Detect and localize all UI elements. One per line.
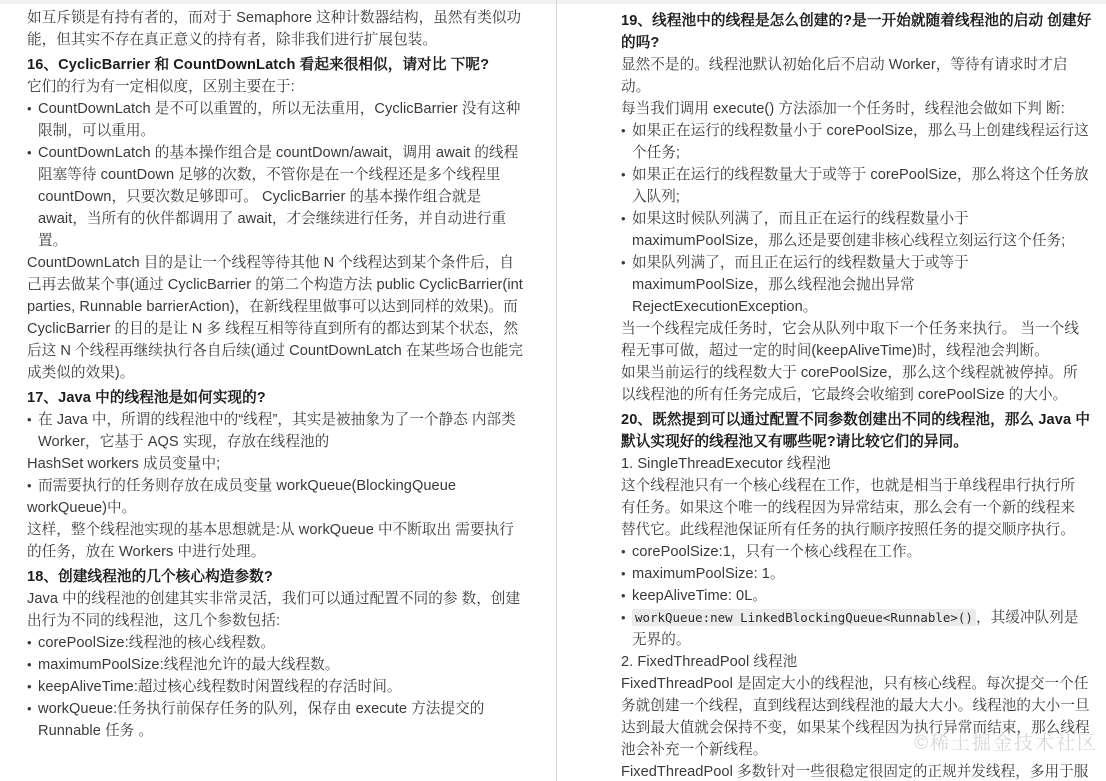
list-item: • 如果队列满了，而且正在运行的线程数量大于或等于 maximumPoolSize，那么线程池会抛出异常 RejectExecutionException。 bbox=[621, 252, 1092, 318]
paragraph: 这样，整个线程池实现的基本思想就是:从 workQueue 中不断取出 需要执行的任务，放在 Workers 中进行处理。 bbox=[27, 522, 514, 560]
paragraph: 当一个线程完成任务时，它会从队列中取下一个任务来执行。 当一个线程无事可做，超过一定的时间(keepAliveTime)时，线程池会判断。 bbox=[621, 321, 1080, 359]
list-item: • 如果正在运行的线程数量大于或等于 corePoolSize，那么将这个任务放入队列; bbox=[621, 164, 1092, 208]
paragraph: 这个线程池只有一个核心线程在工作，也就是相当于单线程串行执行所 有任务。如果这个唯一的线程因为异常结束，那么会有一个新的线程来 替代它。此线程池保证所有任务的执行顺序按照任务的提交顺序执行。 bbox=[621, 478, 1075, 538]
section-heading: 18、创建线程池的几个核心构造参数? bbox=[27, 569, 273, 585]
paragraph: FixedThreadPool 是固定大小的线程池，只有核心线程。每次提交一个任务就创建一个线程，直到线程达到线程池的最大大小。线程池的大小一旦达到最大值就会保持不变，如果某个线程因为执行异常而结束，那么线程池会补充一个新线程。 bbox=[621, 676, 1090, 758]
paragraph: 2. FixedThreadPool 线程池 bbox=[621, 654, 798, 670]
paragraph: workQueue)中。 bbox=[27, 500, 137, 516]
list-item: • corePoolSize:线程池的核心线程数。 bbox=[27, 632, 526, 654]
section-heading: 19、线程池中的线程是怎么创建的?是一开始就随着线程池的启动 创建好的吗? bbox=[621, 13, 1092, 51]
list-item: • 在 Java 中，所谓的线程池中的“线程”，其实是被抽象为了一个静态 内部类 Worker，它基于 AQS 实现，存放在线程池的 bbox=[27, 409, 526, 453]
paragraph: 如互斥锁是有持有者的，而对于 Semaphore 这种计数器结构，虽然有类似功能，但其实不存在真正意义的持有者，除非我们进行扩展包装。 bbox=[27, 10, 522, 48]
section-heading: 16、CyclicBarrier 和 CountDownLatch 看起来很相似，请对比 下呢? bbox=[27, 57, 490, 73]
list-item: • CountDownLatch 是不可以重置的，所以无法重用，CyclicBarrier 没有这种限制，可以重用。 bbox=[27, 98, 526, 142]
list-item: • 如果这时候队列满了，而且正在运行的线程数量小于 maximumPoolSize，那么还是要创建非核心线程立刻运行这个任务; bbox=[621, 208, 1092, 252]
paragraph: Java 中的线程池的创建其实非常灵活，我们可以通过配置不同的参 数，创建出行为不同的线程池，这几个参数包括: bbox=[27, 591, 521, 629]
paragraph: 显然不是的。线程池默认初始化后不启动 Worker，等待有请求时才启动。 bbox=[621, 57, 1068, 95]
paragraph: 每当我们调用 execute() 方法添加一个任务时，线程池会做如下判 断: bbox=[621, 101, 1065, 117]
list-item: • 而需要执行的任务则存放在成员变量 workQueue(BlockingQueue bbox=[27, 475, 526, 497]
watermark: ©稀土掘金技术社区 bbox=[914, 733, 1098, 754]
paragraph: 1. SingleThreadExecutor 线程池 bbox=[621, 456, 831, 472]
list-item: • keepAliveTime:超过核心线程数时闲置线程的存活时间。 bbox=[27, 676, 526, 698]
list-item: • 如果正在运行的线程数量小于 corePoolSize，那么马上创建线程运行这个任务; bbox=[621, 120, 1092, 164]
list-item: • CountDownLatch 的基本操作组合是 countDown/await，调用 await 的线程阻塞等待 countDown 足够的次数，不管你是在一个线程还是多个线程里 countDown，只要次数足够即可。 CyclicBarrier 的基本操作组合就是 await，当所有的伙伴都调用了 await，才会继续进行任务，并自动进行重置。 bbox=[27, 142, 526, 252]
paragraph: FixedThreadPool 多数针对一些很稳定很固定的正规并发线程，多用于服 bbox=[621, 764, 1089, 780]
section-heading: 17、Java 中的线程池是如何实现的? bbox=[27, 390, 266, 406]
paragraph: 它们的行为有一定相似度，区别主要在于: bbox=[27, 79, 295, 95]
paragraph: CountDownLatch 目的是让一个线程等待其他 N 个线程达到某个条件后，自己再去做某个事(通过 CyclicBarrier 的第二个构造方法 public CyclicBarrier(int parties, Runnable barrierAction)，在新线程里做事可以达到同样的效果)。而 CyclicBarrier 的目的是让 N 多 线程互相等待直到所有的都达到某个状态，然后这 N 个线程再继续执行各自后续(通过 CountDownLatch 在某些场合也能完成类似的效果)。 bbox=[27, 255, 524, 381]
list-item: • maximumPoolSize:线程池允许的最大线程数。 bbox=[27, 654, 526, 676]
inline-code-snippet: workQueue:new LinkedBlockingQueue<Runnable>() bbox=[632, 609, 976, 626]
paragraph: HashSet workers 成员变量中; bbox=[27, 456, 221, 472]
list-item: • corePoolSize:1，只有一个核心线程在工作。 bbox=[621, 541, 1092, 563]
right-column bbox=[557, 0, 1106, 781]
list-item: • maximumPoolSize: 1。 bbox=[621, 563, 1092, 585]
list-item: • workQueue:任务执行前保存任务的队列，保存由 execute 方法提交的 Runnable 任务 。 bbox=[27, 698, 526, 742]
section-heading: 20、既然提到可以通过配置不同参数创建出不同的线程池，那么 Java 中默认实现好的线程池又有哪些呢?请比较它们的异同。 bbox=[621, 412, 1091, 450]
list-item-with-code: • workQueue:new LinkedBlockingQueue<Runnable>() ，其缓冲队列是无界的。 bbox=[621, 607, 1092, 651]
paragraph: 如果当前运行的线程数大于 corePoolSize，那么这个线程就被停掉。所以线程池的所有任务完成后，它最终会收缩到 corePoolSize 的大小。 bbox=[621, 365, 1078, 403]
list-item: • keepAliveTime: 0L。 bbox=[621, 585, 1092, 607]
